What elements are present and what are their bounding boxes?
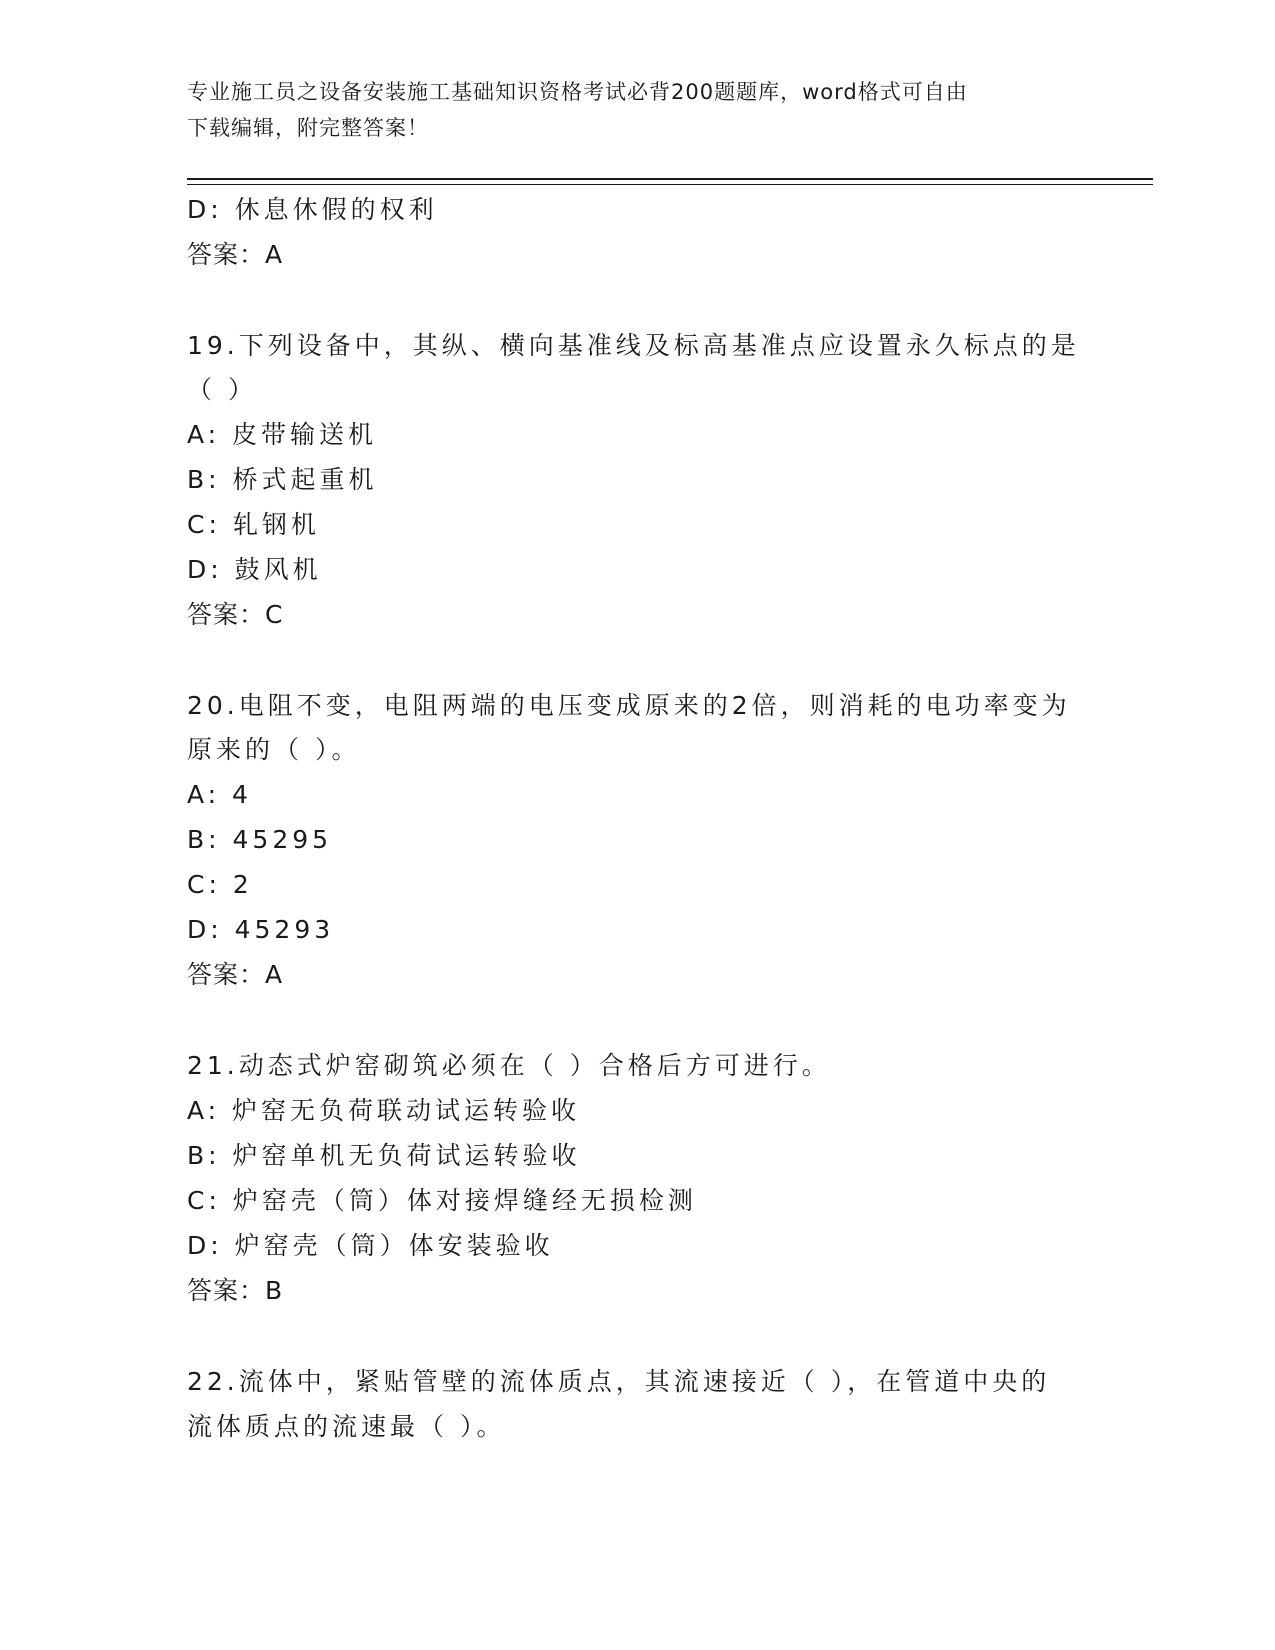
q20-answer: 答案：A xyxy=(187,960,284,989)
q21-stem-line-1: 21.动态式炉窑砌筑必须在（ ）合格后方可进行。 xyxy=(187,1051,831,1080)
q20-option-d: D: 45293 xyxy=(187,915,335,944)
q19-option-d: D: 鼓风机 xyxy=(187,555,322,584)
q20-option-a: A: 4 xyxy=(187,780,252,809)
header-line-1: 专业施工员之设备安装施工基础知识资格考试必背200题题库，word格式可自由 xyxy=(187,80,968,104)
q21-answer: 答案：B xyxy=(187,1276,284,1305)
q21-option-d: D: 炉窑壳（筒）体安装验收 xyxy=(187,1231,554,1260)
q20-option-c: C: 2 xyxy=(187,870,253,899)
q22-stem-line-1: 22.流体中，紧贴管壁的流体质点，其流速接近（ ），在管道中央的 xyxy=(187,1367,1051,1396)
header-divider-thin xyxy=(187,184,1153,185)
q21-option-c: C: 炉窑壳（筒）体对接焊缝经无损检测 xyxy=(187,1186,697,1215)
header-line-2: 下载编辑，附完整答案！ xyxy=(187,116,429,140)
q19-answer: 答案：C xyxy=(187,600,284,629)
q19-option-c: C: 轧钢机 xyxy=(187,510,320,539)
q20-stem-line-1: 20.电阻不变，电阻两端的电压变成原来的2倍，则消耗的电功率变为 xyxy=(187,691,1071,720)
prev-option-d: D: 休息休假的权利 xyxy=(187,195,438,224)
q20-option-b: B: 45295 xyxy=(187,825,333,854)
prev-answer: 答案：A xyxy=(187,240,284,269)
header-divider-thick xyxy=(187,178,1153,180)
q19-stem-line-2: （ ） xyxy=(187,375,257,404)
q20-stem-line-2: 原来的（ ）。 xyxy=(187,735,361,764)
page-header xyxy=(187,74,1067,146)
q22-stem-line-2: 流体质点的流速最（ ）。 xyxy=(187,1412,506,1441)
q21-option-b: B: 炉窑单机无负荷试运转验收 xyxy=(187,1141,581,1170)
q19-option-b: B: 桥式起重机 xyxy=(187,465,378,494)
q19-option-a: A: 皮带输送机 xyxy=(187,420,378,449)
q21-option-a: A: 炉窑无负荷联动试运转验收 xyxy=(187,1096,581,1125)
q19-stem-line-1: 19.下列设备中，其纵、横向基准线及标高基准点应设置永久标点的是 xyxy=(187,331,1080,360)
